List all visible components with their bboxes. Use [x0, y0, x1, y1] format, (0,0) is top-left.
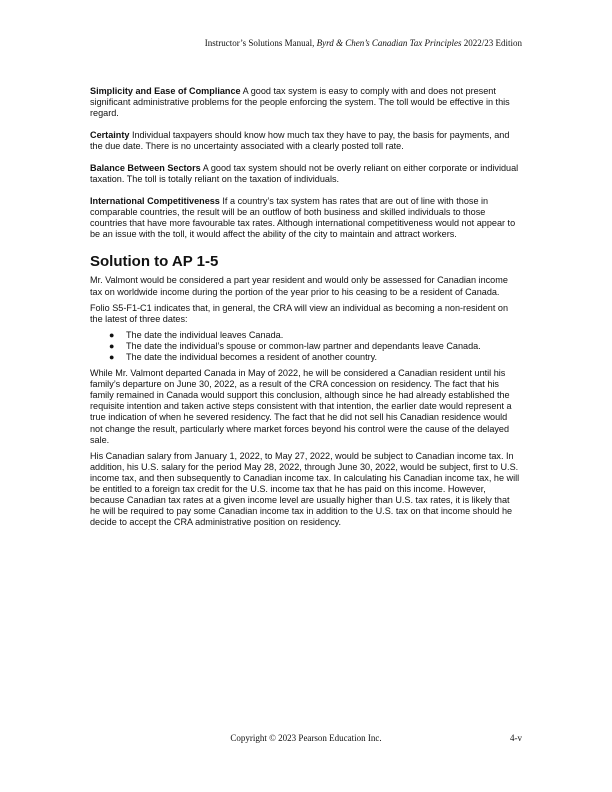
solution-salary-paragraph: His Canadian salary from January 1, 2022, to May 27, 2022, would be subject to Canadian income tax. In addition, his U.S. salary for the period May 28, 2022, through June 30, 2022, would be subject, first to U.S. income tax, and then subsequently to Canadian income tax. In calculating his Canadian income tax, he will be entitled to a foreign tax credit for the U.S. income tax that he has paid on this income. However, because Canadian tax rates at a given income level are usually higher than U.S. tax rates, it is likely that he will be required to pay some Canadian income tax in addition to the U.S. tax on that income should he decide to accept the CRA administrative position on residency.	[90, 450, 520, 528]
list-item-text: The date the individual leaves Canada.	[126, 329, 284, 340]
residency-dates-list	[90, 330, 522, 363]
list-item	[109, 340, 522, 352]
criterion-term: Balance Between Sectors	[90, 163, 201, 174]
header-book-title: Byrd & Chen’s Canadian Tax Principles	[316, 38, 462, 48]
criterion-competitiveness	[90, 196, 522, 240]
criterion-term: International Competitiveness	[90, 196, 220, 207]
solution-intro: Mr. Valmont would be considered a part year resident and would only be assessed for Canadian income tax on worldwide income during the portion of the year prior to his ceasing to be a resident of Canada.	[90, 275, 508, 297]
criterion-text: A good tax system should not be overly reliant on either corporate or individual taxation. The toll is totally reliant on the taxation of individuals.	[90, 163, 519, 185]
running-header	[205, 38, 522, 49]
header-edition: 2022/23 Edition	[463, 38, 522, 48]
solution-residency-paragraph: While Mr. Valmont departed Canada in May of 2022, he will be considered a Canadian resident until his family’s departure on June 30, 2022, as a result of the CRA concession on residency. The fact that his family remained in Canada would support this conclusion, although since he had already established the requisite intention and taken active steps consistent with that intention, the earlier date would represent a true indication of when he severed residency. The fact that he did not sell his Canadian residence would not change the result, particularly where market forces beyond his control were the cause of the delayed sale.	[90, 368, 512, 445]
list-item-text: The date the individual becomes a resident of another country.	[126, 351, 378, 362]
footer-page-number: 4-v	[510, 733, 522, 743]
criterion-text: Individual taxpayers should know how much tax they have to pay, the basis for payments, and the due date. There is no uncertainty associated with a clearly posted toll rate.	[90, 130, 510, 152]
criterion-balance	[90, 163, 522, 185]
solution-heading: Solution to AP 1-5	[90, 253, 219, 271]
criterion-certainty	[90, 130, 522, 152]
list-item	[109, 351, 522, 363]
list-item-text: The date the individual’s spouse or common-law partner and dependants leave Canada.	[126, 340, 481, 351]
bullet-icon: ●	[109, 351, 115, 362]
header-prefix: Instructor’s Solutions Manual,	[204, 38, 315, 48]
bullet-icon: ●	[109, 329, 115, 340]
bullet-icon: ●	[109, 340, 115, 351]
criterion-term: Simplicity and Ease of Compliance	[90, 86, 241, 96]
criterion-text: A good tax system is easy to comply with and does not present significant administrative problems for the people enforcing the system. The toll would be effective in this regard.	[90, 86, 510, 119]
criterion-simplicity	[90, 86, 522, 119]
list-item	[109, 329, 522, 341]
page-content	[90, 86, 522, 533]
solution-folio: Folio S5-F1-C1 indicates that, in general, the CRA will view an individual as becoming a non-resident on the latest of three dates:	[90, 302, 509, 324]
criterion-term: Certainty	[90, 130, 130, 141]
footer-copyright: Copyright © 2023 Pearson Education Inc.	[230, 733, 382, 743]
criterion-text: If a country’s tax system has rates that are out of line with those in comparable countries, the result will be an outflow of both business and skilled individuals to those countries that have more favourable tax rates. Although international competitiveness would not appear to be an issue with the toll, it would affect the ability of the city to maintain and attract workers.	[90, 196, 516, 240]
